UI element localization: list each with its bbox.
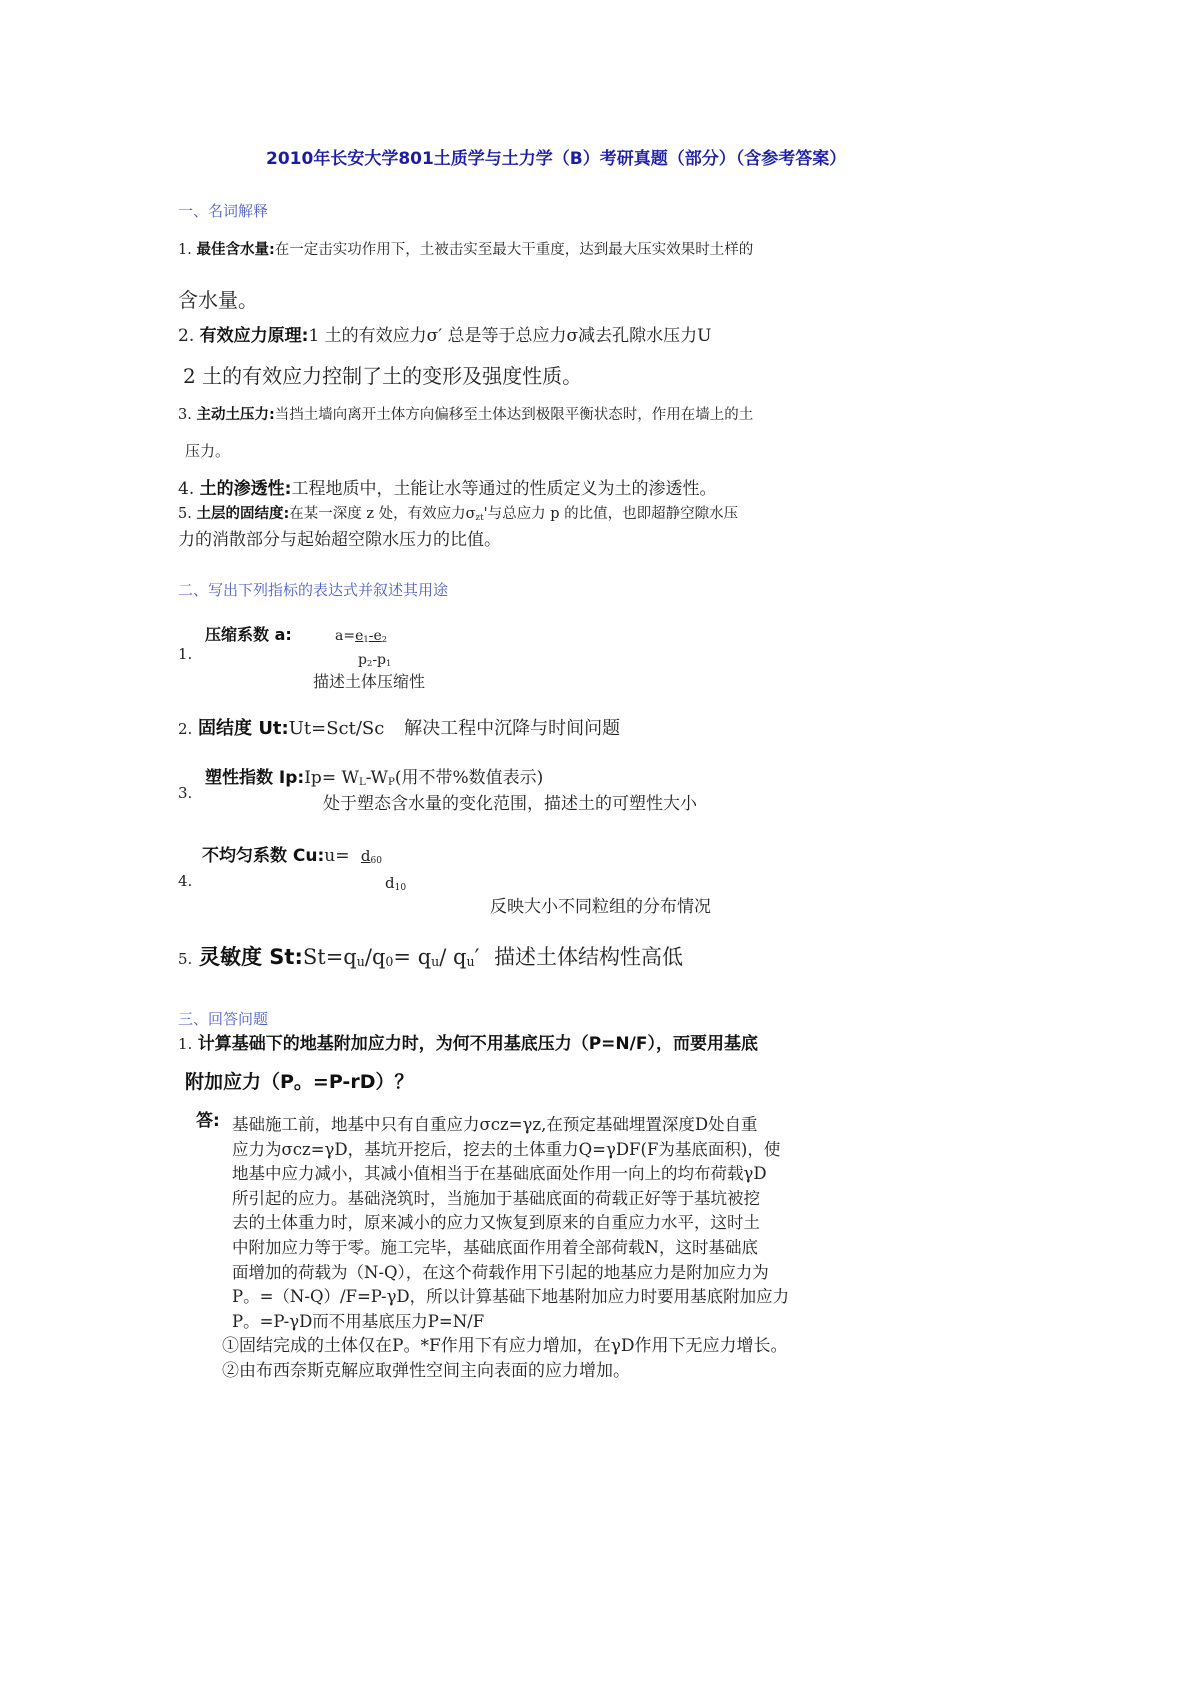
answer-label: 答: [196,1111,220,1131]
formula-text: ′ [474,945,480,969]
definition-continuation: 压力。 [185,442,231,460]
formula-text: e [355,628,364,644]
item-number: 2. [178,326,195,346]
question [178,1036,758,1053]
term: 压缩系数 a: [205,625,292,644]
item-number: 5. [178,950,193,968]
answer-line: P。=P-γD而不用基底压力P=N/F [232,1311,485,1331]
item-number: 1. [178,645,193,663]
usage-text: 处于塑态含水量的变化范围，描述土的可塑性大小 [323,794,697,814]
subscript: 10 [394,883,407,893]
item-number: 4. [178,479,195,499]
answer-line: P。=（N-Q）/F=P-γD，所以计算基础下地基附加应力时要用基底附加应力 [232,1287,790,1307]
term: 土层的固结度: [196,506,290,522]
section-heading: 二、写出下列指标的表达式并叙述其用途 [178,581,449,599]
formula-text: d [385,874,395,892]
usage-text: 反映大小不同粒组的分布情况 [490,897,711,917]
subscript: u [466,954,475,969]
index-item [178,947,683,969]
item-number: 5. [178,506,192,522]
answer-note: ②由布西奈斯克解应取弹性空间主向表面的应力增加。 [222,1360,630,1381]
formula-text: p [358,652,367,668]
formula-text: u= [324,846,350,866]
definition-text: 在某一深度 z 处，有效应力σ [289,506,476,522]
answer-line: 基础施工前，地基中只有自重应力σcz=γz,在预定基础埋置深度D处自重 [232,1115,758,1134]
item-number: 2. [178,720,193,738]
definition-text: 在一定击实功作用下，土被击实至最大干重度，达到最大压实效果时土样的 [274,242,754,258]
answer-line: 中附加应力等于零。施工完毕，基础底面作用着全部荷载N，这时基础底 [232,1237,758,1257]
subscript: 2 [381,634,388,644]
answer-line: 面增加的荷载为（N-Q），在这个荷载作用下引起的地基应力是附加应力为 [232,1262,769,1282]
section-heading: 三、回答问题 [178,1010,269,1028]
formula-text: Ip= W [304,768,359,788]
formula-numerator [335,629,387,643]
definition-item [178,243,753,258]
item-number: 3. [178,784,193,802]
item-number: 1. [178,242,192,258]
term: 固结度 Ut: [198,718,289,739]
usage-text: 解决工程中沉降与时间问题 [404,718,621,739]
answer-line: 应力为σcz=γD，基坑开挖后，挖去的土体重力Q=γDF(F为基底面积)，使 [232,1139,781,1159]
question-text: 计算基础下的地基附加应力时，为何不用基底压力（P=N/F），而要用基底 [197,1034,758,1054]
item-number: 4. [178,872,193,890]
item-number: 1. [178,1035,193,1053]
answer-note: ①固结完成的土体仅在P。*F作用下有应力增加，在γD作用下无应力增长。 [222,1336,788,1356]
formula-text: = q [393,945,432,969]
definition-item [178,507,738,523]
definition-item [178,408,753,423]
formula-text: /q [364,945,386,969]
question-text: 附加应力（P。=P-rD）？ [185,1071,414,1093]
formula-text: -e [368,628,382,644]
answer-notes [222,1334,788,1383]
term: 土的渗透性: [199,479,292,499]
subscript: zt [475,513,484,523]
definition-item [178,481,716,498]
term: 灵敏度 St: [199,945,303,969]
section-heading: 一、名词解释 [178,202,269,220]
definition-text: 工程地质中，土能让水等通过的性质定义为土的渗透性。 [291,479,717,499]
formula-text: a= [335,628,356,644]
term: 主动土压力: [196,407,275,423]
definition-item [178,328,711,345]
answer-body [232,1113,789,1334]
answer-line: 所引起的应力。基础浇筑时，当施加于基础底面的荷载正好等于基坑被挖 [232,1188,760,1208]
formula-denominator [358,653,391,667]
index-item [205,770,543,788]
answer-line: 去的土体重力时，原来减小的应力又恢复到原来的自重应力水平，这时土 [232,1213,760,1233]
formula-denominator [385,876,406,893]
definition-text: '与总应力 p 的比值，也即超静空隙水压 [483,506,739,522]
formula-text: -p [372,652,387,668]
subscript: 1 [386,658,392,668]
document-title: 2010年长安大学801土质学与土力学（B）考研真题（部分）（含参考答案） [266,149,847,169]
term: 有效应力原理: [199,326,309,346]
term: 不均匀系数 Cu: [202,846,325,866]
definition-continuation: 2 土的有效应力控制了土的变形及强度性质。 [183,364,583,388]
subscript: P [388,777,395,788]
subscript: L [358,777,366,788]
usage-text: 描述土体结构性高低 [494,945,684,969]
term: 塑性指数 Ip: [205,768,305,788]
formula-text: Ut=Sct/Sc [288,718,385,739]
subscript: 60 [370,856,382,866]
term: 最佳含水量: [196,242,275,258]
formula-numerator [355,847,388,865]
definition-text: 当挡土墙向离开土体方向偏移至土体达到极限平衡状态时，作用在墙上的土 [274,407,754,423]
formula-text: / q [439,945,467,969]
subscript: 2 [366,658,373,668]
answer-line: 地基中应力减小，其减小值相当于在基础底面处作用一向上的均布荷载γD [232,1164,767,1184]
formula-text: d [360,847,371,865]
index-item [178,720,620,738]
usage-text: 描述土体压缩性 [313,672,426,691]
subscript: 0 [385,954,394,969]
subscript: u [356,954,365,969]
formula-text: -W [365,768,388,788]
subscript: u [431,954,440,969]
formula-text: St=q [302,945,357,969]
formula-text: (用不带%数值表示) [394,768,544,788]
definition-continuation: 含水量。 [178,288,258,312]
subscript: 1 [363,634,369,644]
definition-continuation: 力的消散部分与起始超空隙水压力的比值。 [178,530,501,550]
definition-text: 1 土的有效应力σ′ 总是等于总应力σ减去孔隙水压力U [308,326,712,346]
item-number: 3. [178,407,192,423]
formula-text [355,628,387,644]
index-item [202,848,388,866]
